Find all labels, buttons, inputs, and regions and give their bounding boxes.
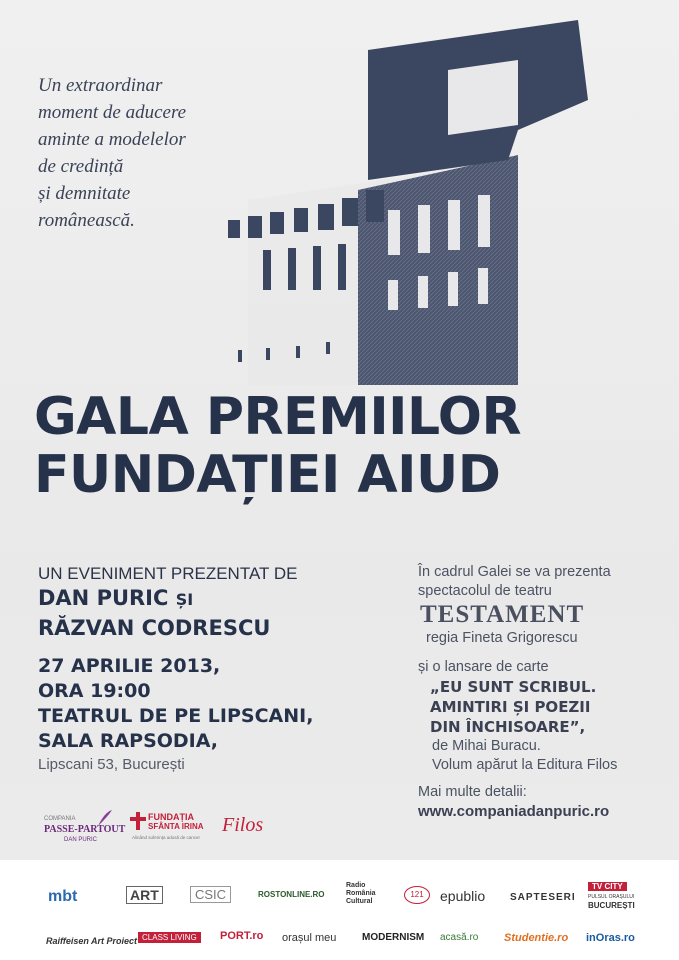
tvcity-logo: TV CITY — [588, 882, 627, 891]
tagline-line: moment de aducere — [38, 102, 187, 123]
presented-by: UN EVENIMENT PREZENTAT DE — [38, 564, 298, 583]
studentie-logo: Studentie.ro — [504, 932, 569, 944]
publisher: Volum apărut la Editura Filos — [432, 757, 618, 773]
rost-logo: ROSTONLINE.RO — [258, 890, 325, 899]
art-logo: ART — [126, 886, 163, 904]
organizer-logos — [44, 808, 284, 852]
event-details — [38, 564, 398, 773]
csic-logo: CSIC — [190, 886, 231, 903]
address: Lipscani 53, București — [38, 756, 185, 773]
tagline-line: și demnitate — [38, 183, 131, 204]
feather-icon — [96, 808, 114, 828]
tagline-line: aminte a modelelor — [38, 129, 186, 150]
modernism-logo: MODERNISM — [362, 932, 425, 943]
host-1-name: DAN PURIC — [38, 586, 169, 610]
intro-2: spectacolul de teatru — [418, 583, 552, 599]
passe-company: COMPANIA — [44, 816, 76, 822]
epublio-logo: epublio — [440, 888, 486, 904]
tagline-line: de credință — [38, 156, 124, 177]
inoras-logo: inOras.ro — [586, 932, 635, 944]
121-logo: 121 — [404, 886, 430, 904]
passe-sub: DAN PURIC — [64, 837, 98, 843]
side-info — [418, 563, 673, 821]
radio-line-1: Radio — [346, 882, 366, 889]
author: de Mihai Buracu. — [432, 738, 541, 754]
radio-logo — [346, 882, 376, 906]
book-title — [430, 677, 673, 737]
raiffeisen-logo: Raiffeisen Art Proiect — [46, 936, 138, 946]
fundatia-sub: Alinând suferința adusă de cancer — [132, 835, 201, 840]
venue-2: SALA RAPSODIA, — [38, 730, 219, 752]
tvcity-city: BUCUREȘTI — [588, 901, 635, 910]
intro-1: În cadrul Galei se va prezenta — [418, 564, 611, 580]
book-line-3: DIN ÎNCHISOARE”, — [430, 718, 586, 736]
tagline-line: românească. — [38, 210, 135, 231]
time: ORA 19:00 — [38, 680, 151, 702]
director: regia Fineta Grigorescu — [426, 630, 578, 646]
venue-1: TEATRUL DE PE LIPSCANI, — [38, 705, 314, 727]
tower-illustration — [218, 20, 598, 390]
fundatia-logo: FUNDAȚIA — [148, 812, 194, 822]
date: 27 APRILIE 2013, — [38, 655, 221, 677]
cross-icon — [130, 812, 146, 830]
sponsor-strip — [0, 860, 679, 960]
filos-logo: Filos — [222, 814, 264, 836]
radio-line-2: România — [346, 890, 376, 897]
host-1 — [38, 584, 398, 614]
play-title: TESTAMENT — [420, 601, 585, 628]
classliving-logo: CLASS LIVING — [138, 932, 201, 943]
port-logo: PORT.ro — [220, 930, 264, 942]
tagline-line: Un extraordinar — [38, 75, 163, 96]
conjunction: ȘI — [175, 590, 194, 609]
orasulmeu-logo: orașul meu — [282, 932, 337, 944]
website-link[interactable]: www.companiadanpuric.ro — [418, 803, 610, 820]
host-2: RĂZVAN CODRESCU — [38, 616, 271, 640]
title-line-1: GALA PREMIILOR — [34, 387, 522, 447]
tvcity-sub: PULSUL ORAȘULUI — [588, 894, 635, 900]
more-details: Mai multe detalii: — [418, 784, 527, 800]
event-title — [34, 388, 674, 504]
launch: și o lansare de carte — [418, 659, 549, 675]
radio-line-3: Cultural — [346, 898, 373, 905]
passe-partout-logo: PASSE-PARTOUT — [44, 824, 126, 835]
book-line-2: AMINTIRI ȘI POEZII — [430, 698, 591, 716]
fundatia-name: SFÂNTA IRINA — [148, 822, 204, 831]
mbt-logo: mbt — [48, 888, 78, 905]
acasa-logo: acasă.ro — [440, 932, 479, 943]
book-line-1: „EU SUNT SCRIBUL. — [430, 678, 597, 696]
date-venue — [38, 654, 398, 754]
title-line-2: FUNDAȚIEI AIUD — [34, 445, 501, 505]
sapteseri-logo: SAPTESERI — [510, 892, 576, 903]
